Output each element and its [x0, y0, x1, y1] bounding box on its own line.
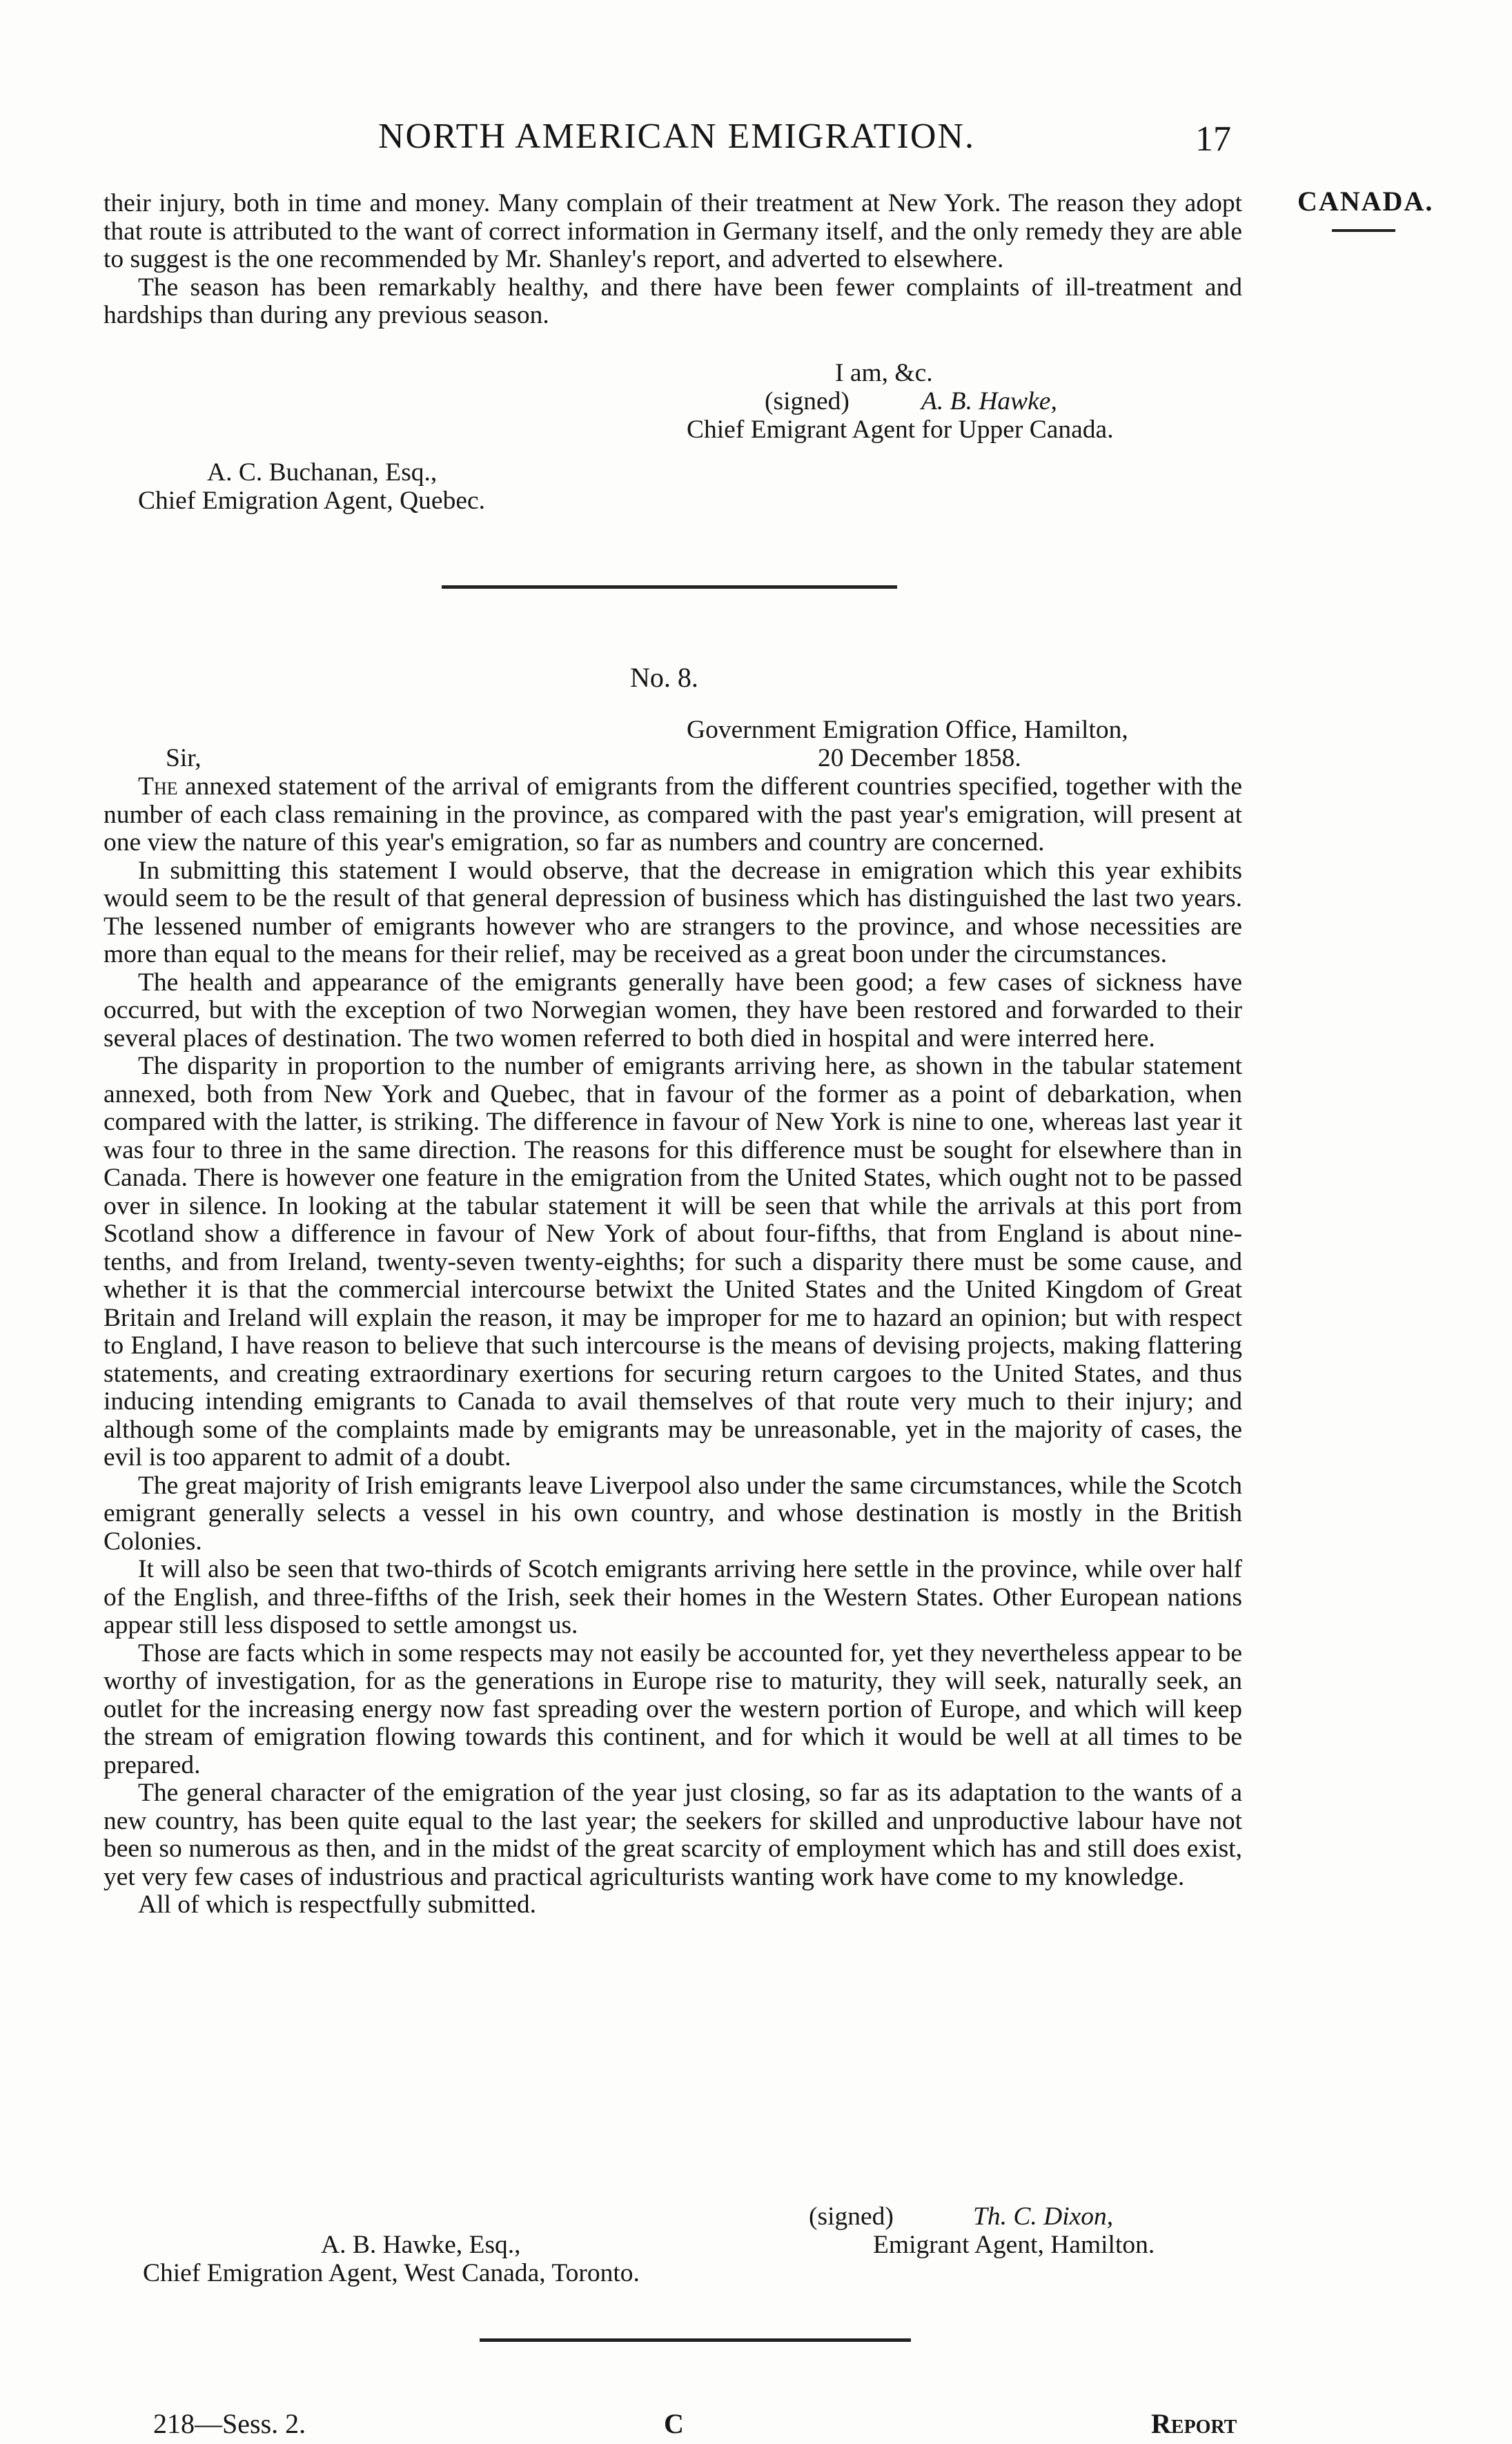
- letter1-signed-label: (signed): [765, 387, 850, 416]
- letter2-first-word: The: [138, 772, 178, 801]
- margin-note-rule: [1332, 229, 1395, 232]
- letter1-closing: I am, &c.: [835, 359, 933, 387]
- letter2-paragraph: The great majority of Irish emigrants leave Liverpool also under the same circumstances, while the Scotch emigrant generally selects a vessel in his own country, and whose destination is mostly in the British Colonies.: [104, 1471, 1242, 1556]
- margin-note: CANADA.: [1297, 186, 1434, 217]
- letter1-paragraph: The season has been remarkably healthy, and there have been fewer complaints of ill-treatment and hardships than during any previous season.: [104, 273, 1242, 329]
- letter1-signatory-title: Chief Emigrant Agent for Upper Canada.: [687, 416, 1114, 444]
- letter2-paragraph: Those are facts which in some respects may not easily be accounted for, yet they nevertheless appear to be worthy of investigation, for as the generations in Europe rise to maturity, they will seek, naturally seek, an outlet for the increasing energy now fast spreading over the western portion of Europe, and which will keep the stream of emigration flowing towards this continent, and for which it would be well at all times to be prepared.: [104, 1639, 1242, 1779]
- letter2-addressee-title: Chief Emigration Agent, West Canada, Toronto.: [143, 2259, 640, 2287]
- footer-session: 218—Sess. 2.: [153, 2408, 306, 2439]
- page-number: 17: [1195, 119, 1231, 159]
- letter2-paragraph: In submitting this statement I would observe, that the decrease in emigration which this year exhibits would seem to be the result of that general depression of business which has distinguished the last two years. The lessened number of emigrants however who are strangers to the province, and whose necessities are more than equal to the means for their relief, may be received as a great boon under the circumstances.: [104, 856, 1242, 968]
- footer-signature-mark: C: [664, 2408, 684, 2439]
- letter1-signatory: A. B. Hawke,: [921, 387, 1057, 416]
- letter2-office: Government Emigration Office, Hamilton,: [687, 716, 1128, 744]
- letter2-paragraph: [104, 773, 1242, 857]
- letter2-signed-label: (signed): [809, 2202, 894, 2231]
- document-number: No. 8.: [630, 662, 698, 693]
- letter2-salutation: Sir,: [166, 744, 202, 772]
- letter2-first-paragraph-text: annexed statement of the arrival of emigrants from the different countries specified, together with the number of each class remaining in the province, as compared with the past year's emigration, will present at one view the nature of this year's emigration, so far as numbers and country are concerned.: [104, 772, 1242, 857]
- letter2-paragraph: The health and appearance of the emigrants generally have been good; a few cases of sickness have occurred, but with the exception of two Norwegian women, they have been restored and forwarded to their several places of destination. The two women referred to both died in hospital and were interred here.: [104, 968, 1242, 1053]
- running-title: NORTH AMERICAN EMIGRATION.: [378, 117, 975, 156]
- letter1-addressee-title: Chief Emigration Agent, Quebec.: [138, 487, 485, 515]
- closing-divider: [480, 2338, 911, 2342]
- footer-catchword: Report: [1151, 2408, 1237, 2439]
- letter2-paragraph: The disparity in proportion to the number of emigrants arriving here, as shown in the tabular statement annexed, both from New York and Quebec, that in favour of the former as a point of debarkation, when compared with the latter, is striking. The difference in favour of New York is nine to one, whereas last year it was four to three in the same direction. The reasons for this difference must be sought for elsewhere than in Canada. There is however one feature in the emigration from the United States, which ought not to be passed over in silence. In looking at the tabular statement it will be seen that while the arrivals at this port from Scotland show a difference in favour of New York of about four-fifths, that from England is about nine-tenths, and from Ireland, twenty-seven twenty-eighths; for such a disparity there must be some cause, and whether it is that the commercial intercourse betwixt the United States and the United Kingdom of Great Britain and Ireland will explain the reason, it may be improper for me to hazard an opinion; but with respect to England, I have reason to believe that such intercourse is the means of devising projects, making flattering statements, and creating extraordinary exertions for securing return cargoes to the United States, and thus inducing intending emigrants to Canada to avail themselves of that route very much to their injury; and although some of the complaints made by emigrants may be unreasonable, yet in the majority of cases, the evil is too apparent to admit of a doubt.: [104, 1052, 1242, 1472]
- section-divider: [442, 585, 897, 589]
- letter1-addressee: A. C. Buchanan, Esq.,: [207, 458, 438, 487]
- letter2-paragraph: All of which is respectfully submitted.: [138, 1890, 536, 1919]
- letter2-paragraph: It will also be seen that two-thirds of Scotch emigrants arriving here settle in the province, while over half of the English, and three-fifths of the Irish, seek their homes in the Western States. Other European nations appear still less disposed to settle amongst us.: [104, 1555, 1242, 1639]
- letter1-paragraph: their injury, both in time and money. Many complain of their treatment at New York. The reason they adopt that route is attributed to the want of correct information in Germany itself, and the only remedy they are able to suggest is the one recommended by Mr. Shanley's report, and adverted to elsewhere.: [104, 189, 1242, 273]
- letter1-body: [104, 190, 1242, 330]
- letter2-paragraph: The general character of the emigration of the year just closing, so far as its adaptation to the wants of a new country, has been quite equal to the last year; the seekers for skilled and unproductive labour have not been so numerous as then, and in the midst of the great scarcity of employment which has and still does exist, yet very few cases of industrious and practical agriculturists wanting work have come to my knowledge.: [104, 1779, 1242, 1891]
- letter2-addressee: A. B. Hawke, Esq.,: [321, 2231, 521, 2259]
- letter2-date: 20 December 1858.: [818, 744, 1021, 772]
- letter2-signatory-title: Emigrant Agent, Hamilton.: [873, 2231, 1155, 2259]
- letter2-signatory: Th. C. Dixon,: [973, 2202, 1114, 2231]
- letter2-body: [104, 773, 1242, 1919]
